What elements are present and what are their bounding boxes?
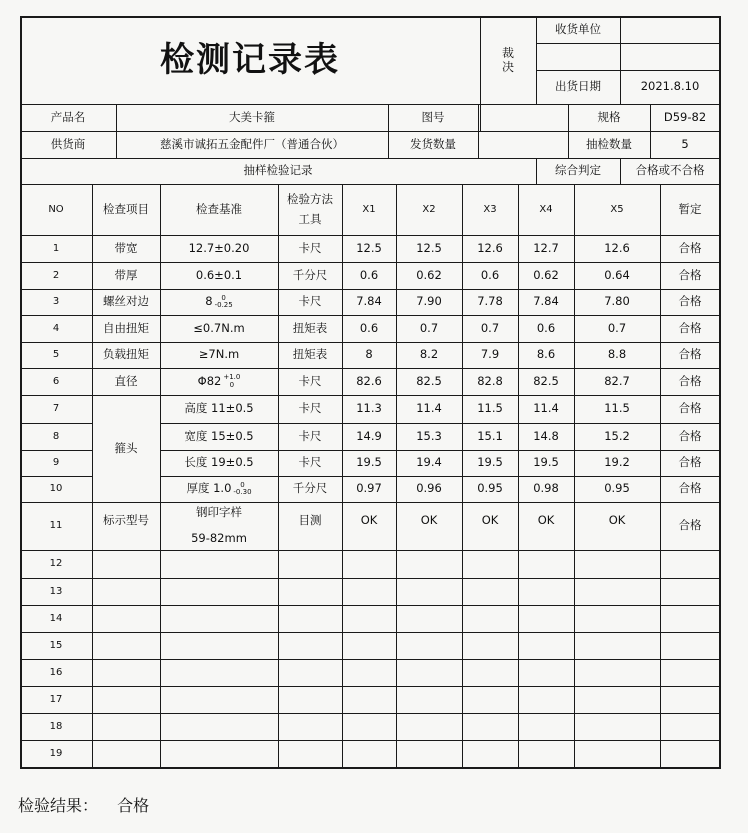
grid-line xyxy=(536,43,720,44)
row-basis-value: Φ82 xyxy=(197,373,222,388)
row-basis-value: 宽度 15±0.5 xyxy=(184,428,254,443)
col-method-line-1: 检验方法 xyxy=(287,191,333,206)
grid-line xyxy=(20,368,720,369)
approval-label-1: 裁 xyxy=(501,45,514,60)
col-x4: X4 xyxy=(539,203,553,215)
row-basis-value: 12.7±0.20 xyxy=(188,240,250,255)
row-sample-x2: 0.62 xyxy=(416,267,442,282)
row-sample-x4: 7.84 xyxy=(533,294,559,309)
row-sample-x5: 19.2 xyxy=(604,455,630,470)
approval-label xyxy=(480,16,536,104)
row-sample-x3: 7.9 xyxy=(480,347,500,362)
row-sample-x4: 0.62 xyxy=(533,267,559,282)
ship-date-label: 出货日期 xyxy=(555,79,601,94)
row-basis xyxy=(160,342,278,368)
row-basis xyxy=(160,368,278,395)
row-sample-x2: 0.96 xyxy=(416,481,442,496)
row-judge: 合格 xyxy=(678,373,702,388)
grid-line xyxy=(536,16,537,104)
empty-row-no: 15 xyxy=(49,639,63,651)
grid-line xyxy=(536,70,720,71)
grid-line xyxy=(20,158,720,159)
grid-line xyxy=(650,104,651,158)
empty-row-no: 19 xyxy=(49,747,63,759)
page-title: 检测记录表 xyxy=(160,39,340,80)
row-judge: 合格 xyxy=(678,428,702,443)
row-sample-x5: 7.80 xyxy=(604,294,630,309)
row-method: 卡尺 xyxy=(298,455,322,470)
row-basis xyxy=(160,315,278,342)
row-basis-value: 长度 19±0.5 xyxy=(184,455,254,470)
empty-row-no: 13 xyxy=(49,585,63,597)
sample-qty-label: 抽检数量 xyxy=(586,136,632,151)
grid-line xyxy=(20,104,720,105)
row-sample-x1: 0.97 xyxy=(356,481,382,496)
grid-line xyxy=(20,16,721,18)
row-sample-x1: 19.5 xyxy=(356,455,382,470)
row-judge: 合格 xyxy=(678,240,702,255)
result-value: 合格 xyxy=(117,796,150,815)
row-no: 3 xyxy=(52,296,60,307)
receiver-value xyxy=(620,16,720,43)
grid-line xyxy=(116,104,117,158)
row-sample-x3: 11.5 xyxy=(477,401,503,416)
row-sample-x2: 15.3 xyxy=(416,428,442,443)
row-sample-x2: 19.4 xyxy=(416,455,442,470)
row-sample-x1: 12.5 xyxy=(356,240,382,255)
sample-qty-value: 5 xyxy=(681,136,689,151)
row-judge: 合格 xyxy=(678,320,702,335)
row-sample-x3: 0.6 xyxy=(480,267,500,282)
row-sample-x1: 11.3 xyxy=(356,401,382,416)
row-basis-line-1: 钢印字样 xyxy=(196,505,242,520)
col-method xyxy=(278,184,342,235)
row-sample-x5: 0.64 xyxy=(604,267,630,282)
row-item: 带厚 xyxy=(114,267,138,282)
row-sample-x5: 12.6 xyxy=(604,240,630,255)
row-no: 5 xyxy=(52,349,60,360)
grid-line xyxy=(536,158,537,184)
product-value: 大美卡箍 xyxy=(229,109,275,124)
row-sample-x4: 8.6 xyxy=(536,347,556,362)
row-no: 1 xyxy=(52,242,60,254)
grid-line xyxy=(20,450,92,451)
grid-line xyxy=(20,713,720,714)
grid-line xyxy=(20,262,720,263)
row-sample-x3: 7.78 xyxy=(477,294,503,309)
row-method: 卡尺 xyxy=(298,373,322,388)
grid-line xyxy=(92,184,93,768)
col-method-line-2: 工具 xyxy=(298,211,322,226)
grid-line xyxy=(568,104,569,158)
row-sample-x2: 12.5 xyxy=(416,240,442,255)
grid-line xyxy=(20,131,720,132)
grid-line xyxy=(388,104,389,158)
grid-line xyxy=(20,740,720,741)
row-basis-line-2: 59-82mm xyxy=(191,531,247,545)
row-sample-x3: 15.1 xyxy=(477,428,503,443)
row-sample-x3: 12.6 xyxy=(477,240,503,255)
tolerance-upper: +1.0 xyxy=(223,373,241,382)
row-basis-value: 0.6±0.1 xyxy=(195,267,243,282)
row-sample-x4: 14.8 xyxy=(533,428,559,443)
row-sample-x1: 82.6 xyxy=(356,373,382,388)
grid-line xyxy=(478,104,479,158)
grid-line xyxy=(20,686,720,687)
row-sample-x2: 7.90 xyxy=(416,294,442,309)
result-label: 检验结果： xyxy=(18,796,99,815)
merged-item-hoop-head: 箍头 xyxy=(114,440,138,455)
row-sample-x2: 0.7 xyxy=(419,320,439,335)
row-basis-value: ≤0.7N.m xyxy=(193,320,245,335)
receiver-label: 收货单位 xyxy=(555,21,601,36)
grid-line xyxy=(20,184,720,185)
ship-qty-value xyxy=(478,131,568,158)
grid-line xyxy=(20,632,720,633)
grid-line xyxy=(20,315,720,316)
grid-line xyxy=(20,423,92,424)
grid-line xyxy=(160,423,720,424)
row-method: 目测 xyxy=(298,513,322,527)
spec-label: 规格 xyxy=(597,109,621,124)
row-sample-x4: 0.98 xyxy=(533,481,559,496)
grid-line xyxy=(719,16,721,769)
row-item: 带宽 xyxy=(114,240,138,255)
grid-line xyxy=(20,16,22,769)
grid-line xyxy=(620,16,621,104)
row-sample-x5: 15.2 xyxy=(604,428,630,443)
row-sample-x5: 8.8 xyxy=(607,347,627,362)
row-method: 扭矩表 xyxy=(292,347,328,362)
row-basis-value: 厚度 1.0 xyxy=(186,481,232,496)
row-no: 7 xyxy=(52,403,60,414)
grid-line xyxy=(20,502,720,503)
row-method: 扭矩表 xyxy=(292,320,328,335)
tolerance-upper: 0 xyxy=(221,293,226,302)
row-no: 11 xyxy=(49,520,63,531)
col-no: NO xyxy=(48,203,64,215)
row-sample-x1: 14.9 xyxy=(356,428,382,443)
col-basis: 检查基准 xyxy=(196,201,242,216)
col-x1: X1 xyxy=(362,203,376,215)
row-sample-x4: OK xyxy=(537,513,555,527)
tolerance-lower: -0.30 xyxy=(233,488,252,496)
sampling-label: 抽样检验记录 xyxy=(243,163,313,178)
row-basis xyxy=(160,502,278,550)
grid-line xyxy=(20,550,720,551)
row-judge: 合格 xyxy=(678,481,702,496)
row-item: 标示型号 xyxy=(103,513,149,527)
row-method: 卡尺 xyxy=(298,428,322,443)
col-x3: X3 xyxy=(483,203,497,215)
row-sample-x5: OK xyxy=(608,513,626,527)
row-item: 自由扭矩 xyxy=(103,320,149,335)
row-method: 卡尺 xyxy=(298,240,322,255)
row-basis-value: 8 xyxy=(205,294,213,309)
row-sample-x1: 7.84 xyxy=(356,294,382,309)
row-basis xyxy=(160,289,278,315)
row-sample-x2: 82.5 xyxy=(416,373,442,388)
spec-value: D59-82 xyxy=(663,109,707,124)
row-no: 10 xyxy=(49,483,63,494)
row-judge: 合格 xyxy=(678,267,702,282)
row-judge: 合格 xyxy=(678,347,702,362)
row-sample-x5: 82.7 xyxy=(604,373,630,388)
row-judge: 合格 xyxy=(678,455,702,470)
empty-row-no: 16 xyxy=(49,666,63,678)
row-basis xyxy=(160,450,278,476)
row-sample-x1: 8 xyxy=(365,347,373,362)
verdict-value: 合格或不合格 xyxy=(635,163,705,178)
row-basis-value: 高度 11±0.5 xyxy=(184,401,254,416)
grid-line xyxy=(20,767,721,769)
row-sample-x2: 8.2 xyxy=(419,347,439,362)
row-sample-x4: 82.5 xyxy=(533,373,559,388)
row-sample-x5: 0.95 xyxy=(604,481,630,496)
empty-row-no: 18 xyxy=(49,720,63,732)
grid-line xyxy=(20,659,720,660)
grid-line xyxy=(20,578,720,579)
row-sample-x1: 0.6 xyxy=(359,320,379,335)
row-sample-x3: OK xyxy=(481,513,499,527)
row-judge: 合格 xyxy=(678,518,702,533)
col-x5: X5 xyxy=(610,203,624,215)
row-sample-x2: 11.4 xyxy=(416,401,442,416)
grid-line xyxy=(160,450,720,451)
row-sample-x3: 19.5 xyxy=(477,455,503,470)
row-sample-x3: 0.7 xyxy=(480,320,500,335)
row-sample-x5: 11.5 xyxy=(604,401,630,416)
row-sample-x4: 0.6 xyxy=(536,320,556,335)
ship-date-value: 2021.8.10 xyxy=(640,79,700,94)
col-judge: 暂定 xyxy=(678,201,702,216)
row-sample-x1: 0.6 xyxy=(359,267,379,282)
row-method: 卡尺 xyxy=(298,401,322,416)
empty-row-no: 17 xyxy=(49,693,63,705)
row-tolerance xyxy=(223,374,240,389)
col-x2: X2 xyxy=(422,203,436,215)
ship-qty-label: 发货数量 xyxy=(410,136,456,151)
row-method: 千分尺 xyxy=(292,481,328,496)
approval-label-2: 决 xyxy=(501,60,514,74)
grid-line xyxy=(20,476,92,477)
row-sample-x3: 0.95 xyxy=(477,481,503,496)
supplier-value: 慈溪市诚拓五金配件厂（普通合伙） xyxy=(160,136,344,151)
grid-line xyxy=(20,342,720,343)
col-item: 检查项目 xyxy=(103,201,149,216)
row-sample-x2: OK xyxy=(420,513,438,527)
row-no: 9 xyxy=(52,457,60,468)
grid-line xyxy=(480,16,481,131)
grid-line xyxy=(620,158,621,184)
row-method: 千分尺 xyxy=(292,267,328,282)
tolerance-lower: 0 xyxy=(229,380,235,389)
row-tolerance xyxy=(215,295,233,310)
row-sample-x5: 0.7 xyxy=(607,320,627,335)
row-basis xyxy=(160,262,278,289)
row-sample-x3: 82.8 xyxy=(477,373,503,388)
grid-line xyxy=(20,289,720,290)
drawing-value xyxy=(478,104,568,131)
row-sample-x4: 11.4 xyxy=(533,401,559,416)
row-tolerance xyxy=(233,482,251,497)
row-judge: 合格 xyxy=(678,294,702,309)
tolerance-lower: -0.25 xyxy=(214,301,233,309)
verdict-label: 综合判定 xyxy=(555,163,601,178)
grid-line xyxy=(20,395,720,396)
row-sample-x1: OK xyxy=(360,513,378,527)
row-item: 直径 xyxy=(114,373,138,388)
row-basis-value: ≥7N.m xyxy=(198,347,240,362)
grid-line xyxy=(20,605,720,606)
row-basis xyxy=(160,423,278,450)
row-item: 负载扭矩 xyxy=(103,347,149,362)
empty-row-no: 12 xyxy=(49,558,63,569)
row-no: 6 xyxy=(52,375,60,387)
supplier-label: 供货商 xyxy=(50,136,86,151)
row-no: 4 xyxy=(52,322,60,334)
row-sample-x4: 19.5 xyxy=(533,455,559,470)
row-no: 8 xyxy=(52,430,60,442)
inspection-result xyxy=(18,793,163,816)
row-sample-x4: 12.7 xyxy=(533,240,559,255)
row-basis xyxy=(160,395,278,423)
grid-line xyxy=(160,476,720,477)
row-method: 卡尺 xyxy=(298,294,322,309)
row-judge: 合格 xyxy=(678,401,702,416)
row-basis xyxy=(160,235,278,262)
row-no: 2 xyxy=(52,269,60,281)
row-item: 螺丝对边 xyxy=(103,294,149,309)
empty-row-no: 14 xyxy=(49,612,63,624)
grid-line xyxy=(20,235,720,236)
row-basis xyxy=(160,476,278,502)
product-label: 产品名 xyxy=(50,109,86,124)
tolerance-upper: 0 xyxy=(240,480,245,489)
drawing-label: 图号 xyxy=(421,109,445,124)
